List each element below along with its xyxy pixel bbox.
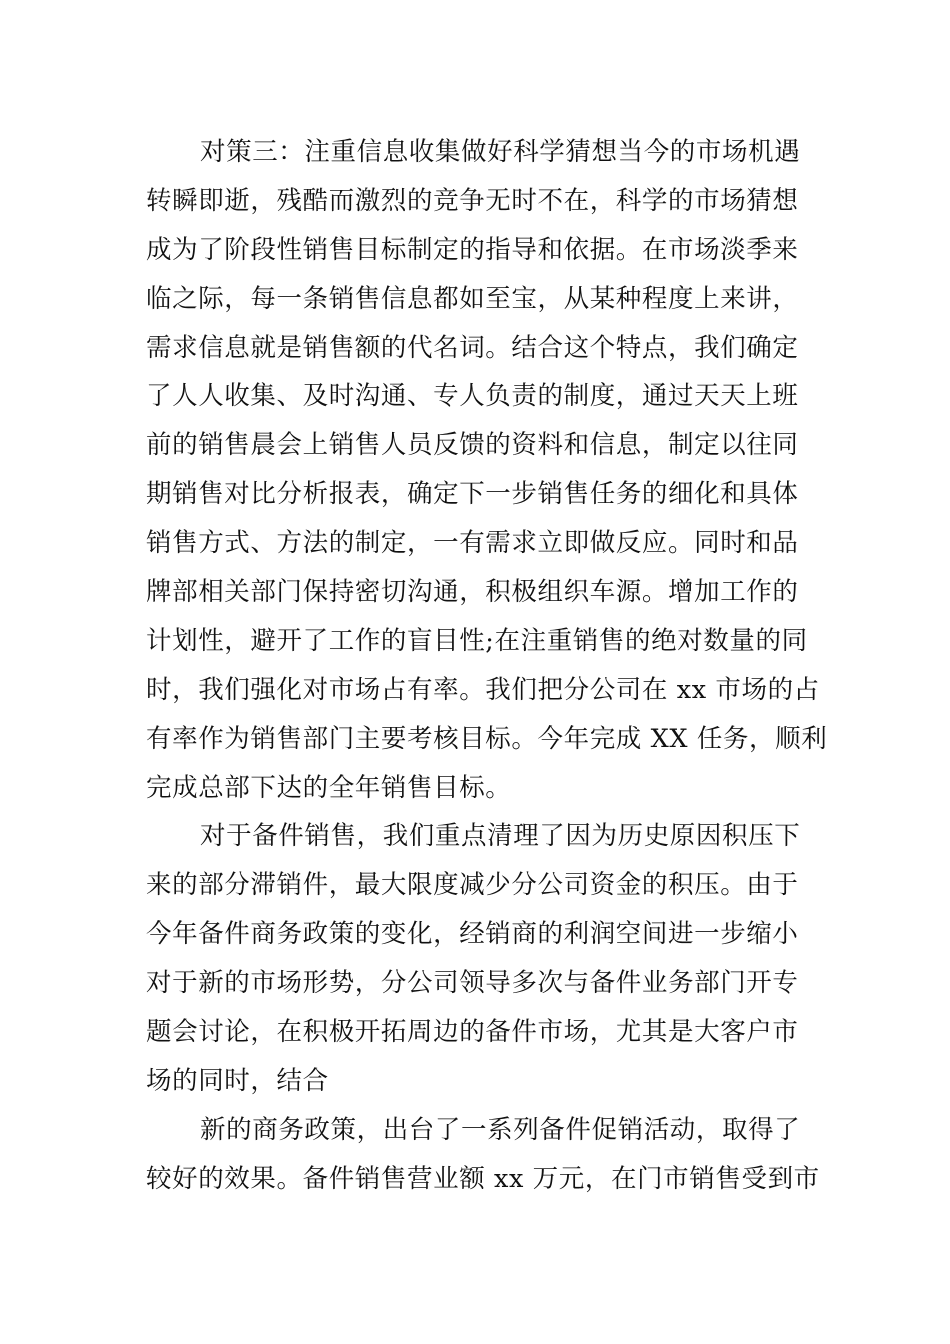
paragraph-line: 较好的效果。备件销售营业额 xx 万元，在门市销售受到市	[146, 1163, 820, 1194]
paragraph-line: 场的同时，结合	[146, 1065, 329, 1096]
paragraph-line: 来的部分滞销件，最大限度减少分公司资金的积压。由于	[146, 870, 799, 901]
paragraph-line: 期销售对比分析报表，确定下一步销售任务的细化和具体	[146, 479, 799, 510]
paragraph-line: 转瞬即逝，残酷而激烈的竞争无时不在，科学的市场猜想	[146, 185, 799, 216]
paragraph-line: 需求信息就是销售额的代名词。结合这个特点，我们确定	[146, 332, 799, 363]
paragraph-strategy-three	[146, 128, 828, 812]
paragraph-line: 对于新的市场形势，分公司领导多次与备件业务部门开专	[146, 968, 799, 999]
paragraph-parts-sales	[146, 812, 810, 1105]
paragraph-line: 计划性，避开了工作的盲目性;在注重销售的绝对数量的同	[146, 625, 808, 656]
paragraph-line: 了人人收集、及时沟通、专人负责的制度，通过天天上班	[146, 381, 799, 412]
paragraph-line: 临之际，每一条销售信息都如至宝，从某种程度上来讲，	[146, 283, 799, 314]
paragraph-line: 成为了阶段性销售目标制定的指导和依据。在市场淡季来	[146, 234, 799, 265]
paragraph-line: 有率作为销售部门主要考核目标。今年完成 XX 任务，顺利	[146, 723, 828, 754]
paragraph-line: 新的商务政策，出台了一系列备件促销活动，取得了	[200, 1114, 801, 1145]
document-body	[146, 128, 828, 1204]
paragraph-line: 对策三：注重信息收集做好科学猜想当今的市场机遇	[200, 137, 801, 167]
paragraph-line: 题会讨论，在积极开拓周边的备件市场，尤其是大客户市	[146, 1017, 799, 1048]
paragraph-business-policy	[146, 1106, 820, 1204]
paragraph-line: 今年备件商务政策的变化，经销商的利润空间进一步缩小	[146, 919, 799, 950]
paragraph-line: 完成总部下达的全年销售目标。	[146, 772, 512, 803]
paragraph-line: 对于备件销售，我们重点清理了因为历史原因积压下	[200, 821, 801, 852]
paragraph-line: 销售方式、方法的制定，一有需求立即做反应。同时和品	[146, 528, 799, 559]
paragraph-line: 时，我们强化对市场占有率。我们把分公司在 xx 市场的占	[146, 674, 820, 705]
paragraph-line: 牌部相关部门保持密切沟通，积极组织车源。增加工作的	[146, 577, 799, 608]
paragraph-line: 前的销售晨会上销售人员反馈的资料和信息，制定以往同	[146, 430, 799, 461]
